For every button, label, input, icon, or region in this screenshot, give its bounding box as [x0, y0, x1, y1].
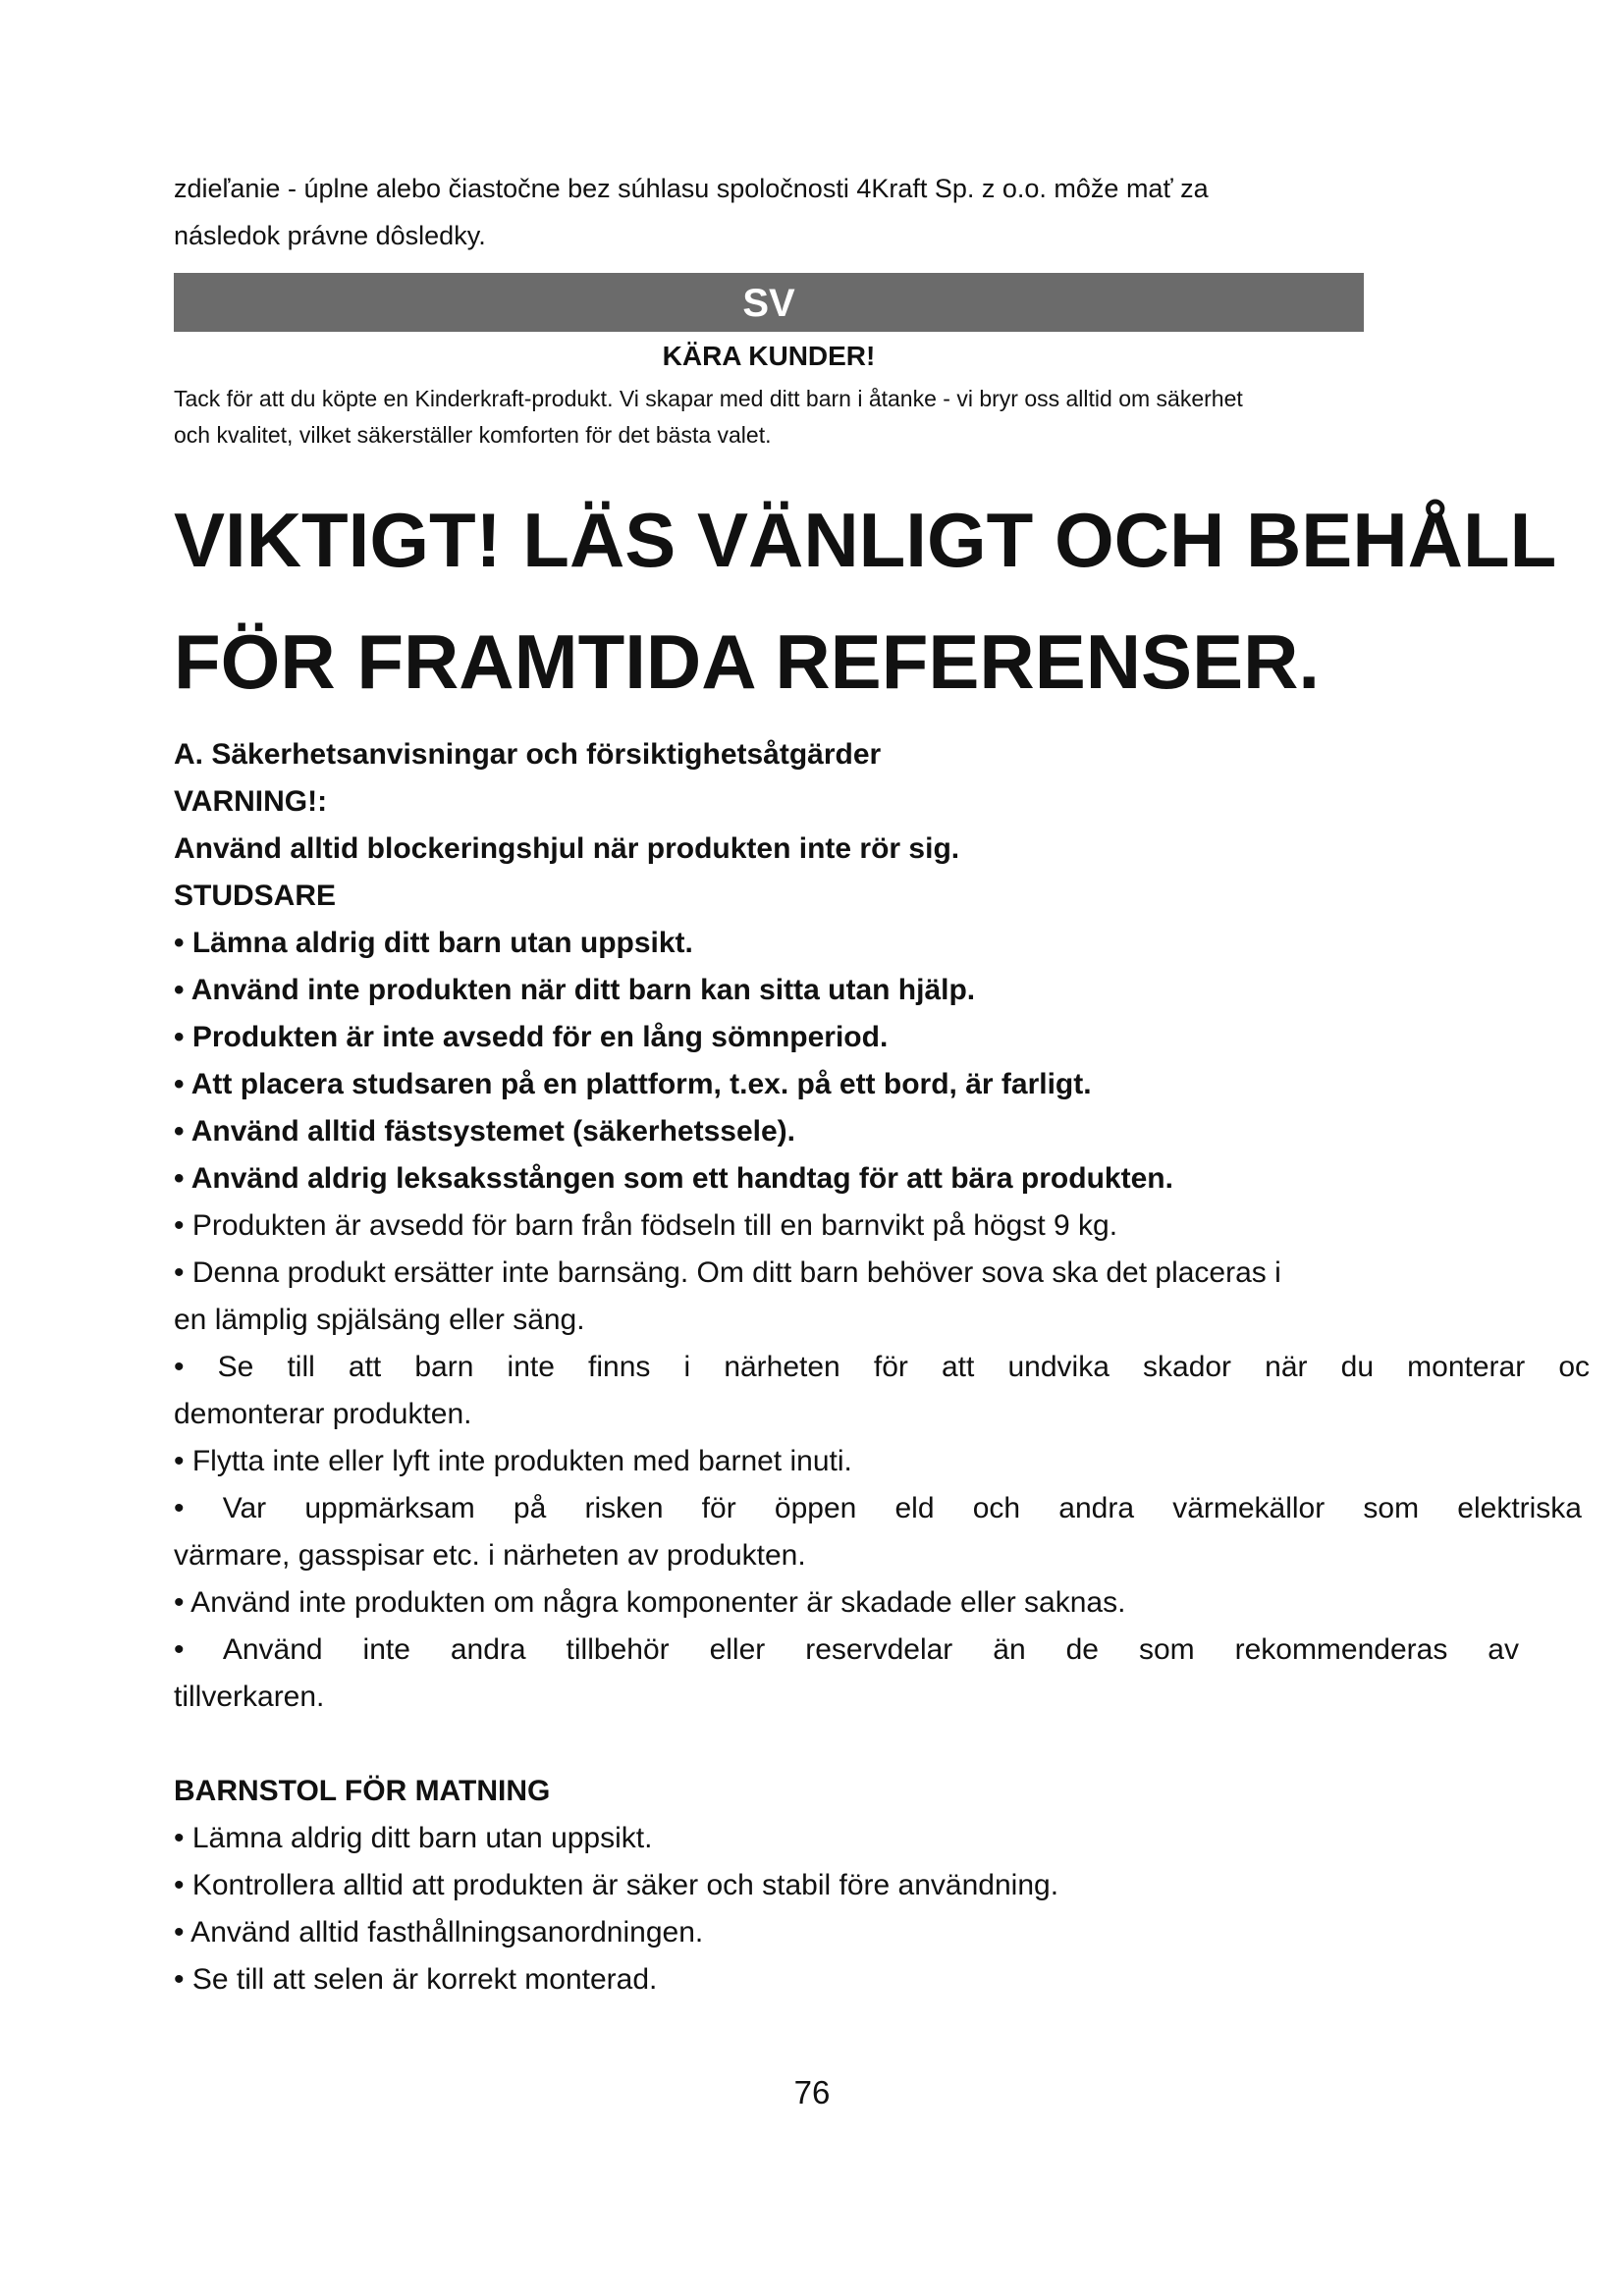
bold-bullet-item: • Använd inte produkten när ditt barn kan sitta utan hjälp.	[174, 974, 976, 1006]
bullet-item: • Se till att selen är korrekt monterad.	[174, 1963, 658, 1996]
bullet-continuation: värmare, gasspisar etc. i närheten av produkten.	[174, 1539, 806, 1572]
highchair-heading: BARNSTOL FÖR MATNING	[174, 1775, 551, 1807]
warning-label: VARNING!:	[174, 785, 328, 818]
bold-bullet-item: • Använd aldrig leksaksstången som ett handtag för att bära produkten.	[174, 1162, 1173, 1195]
language-section-bar: SV	[174, 273, 1364, 332]
spacer	[174, 1721, 1590, 1768]
bullet-item: • Flytta inte eller lyft inte produkten med barnet inuti.	[174, 1445, 852, 1477]
important-headline	[174, 479, 1607, 722]
intro-paragraph	[174, 165, 1372, 259]
intro-line: následok právne dôsledky.	[174, 221, 486, 250]
wheels-instruction: Använd alltid blockeringshjul när produkten inte rör sig.	[174, 832, 960, 865]
bold-bullet-item: • Att placera studsaren på en plattform, t.ex. på ett bord, är farligt.	[174, 1068, 1092, 1100]
bullet-item: • Se till att barn inte finns i närheten för att undvika skador när du monterar oc	[174, 1351, 1590, 1383]
bullet-item: • Kontrollera alltid att produkten är säker och stabil före användning.	[174, 1869, 1059, 1901]
bullet-continuation: tillverkaren.	[174, 1681, 325, 1713]
headline-line: VIKTIGT! LÄS VÄNLIGT OCH BEHÅLL	[174, 497, 1557, 583]
bullet-item: • Lämna aldrig ditt barn utan uppsikt.	[174, 1822, 653, 1854]
thanks-paragraph	[174, 381, 1450, 454]
headline-line: FÖR FRAMTIDA REFERENSER.	[174, 618, 1321, 705]
studsare-heading: STUDSARE	[174, 880, 337, 912]
thanks-line: Tack för att du köpte en Kinderkraft-produkt. Vi skapar med ditt barn i åtanke - vi bryr oss alltid om säkerhet	[174, 386, 1243, 411]
bullet-item: • Använd inte andra tillbehör eller reservdelar än de som rekommenderas av	[174, 1633, 1519, 1666]
thanks-line: och kvalitet, vilket säkerställer komforten för det bästa valet.	[174, 422, 772, 448]
bullet-item: • Använd inte produkten om några komponenter är skadade eller saknas.	[174, 1586, 1126, 1619]
bold-bullet-item: • Använd alltid fästsystemet (säkerhetssele).	[174, 1115, 795, 1148]
bullet-item: • Denna produkt ersätter inte barnsäng. Om ditt barn behöver sova ska det placeras i	[174, 1256, 1281, 1289]
page-number: 76	[793, 2074, 831, 2110]
greeting-heading: KÄRA KUNDER!	[662, 341, 876, 371]
section-a-title: A. Säkerhetsanvisningar och försiktighetsåtgärder	[174, 738, 882, 771]
bold-bullet-item: • Lämna aldrig ditt barn utan uppsikt.	[174, 927, 693, 959]
bullet-continuation: demonterar produkten.	[174, 1398, 472, 1430]
instructions-body	[174, 731, 1590, 2003]
bullet-continuation: en lämplig spjälsäng eller säng.	[174, 1304, 585, 1336]
bullet-item: • Produkten är avsedd för barn från födseln till en barnvikt på högst 9 kg.	[174, 1209, 1118, 1242]
bullet-item: • Var uppmärksam på risken för öppen eld och andra värmekällor som elektriska	[174, 1492, 1582, 1524]
bullet-item: • Använd alltid fasthållningsanordningen.	[174, 1916, 704, 1949]
intro-line: zdieľanie - úplne alebo čiastočne bez súhlasu spoločnosti 4Kraft Sp. z o.o. môže mať za	[174, 174, 1209, 203]
bold-bullet-item: • Produkten är inte avsedd för en lång sömnperiod.	[174, 1021, 889, 1053]
